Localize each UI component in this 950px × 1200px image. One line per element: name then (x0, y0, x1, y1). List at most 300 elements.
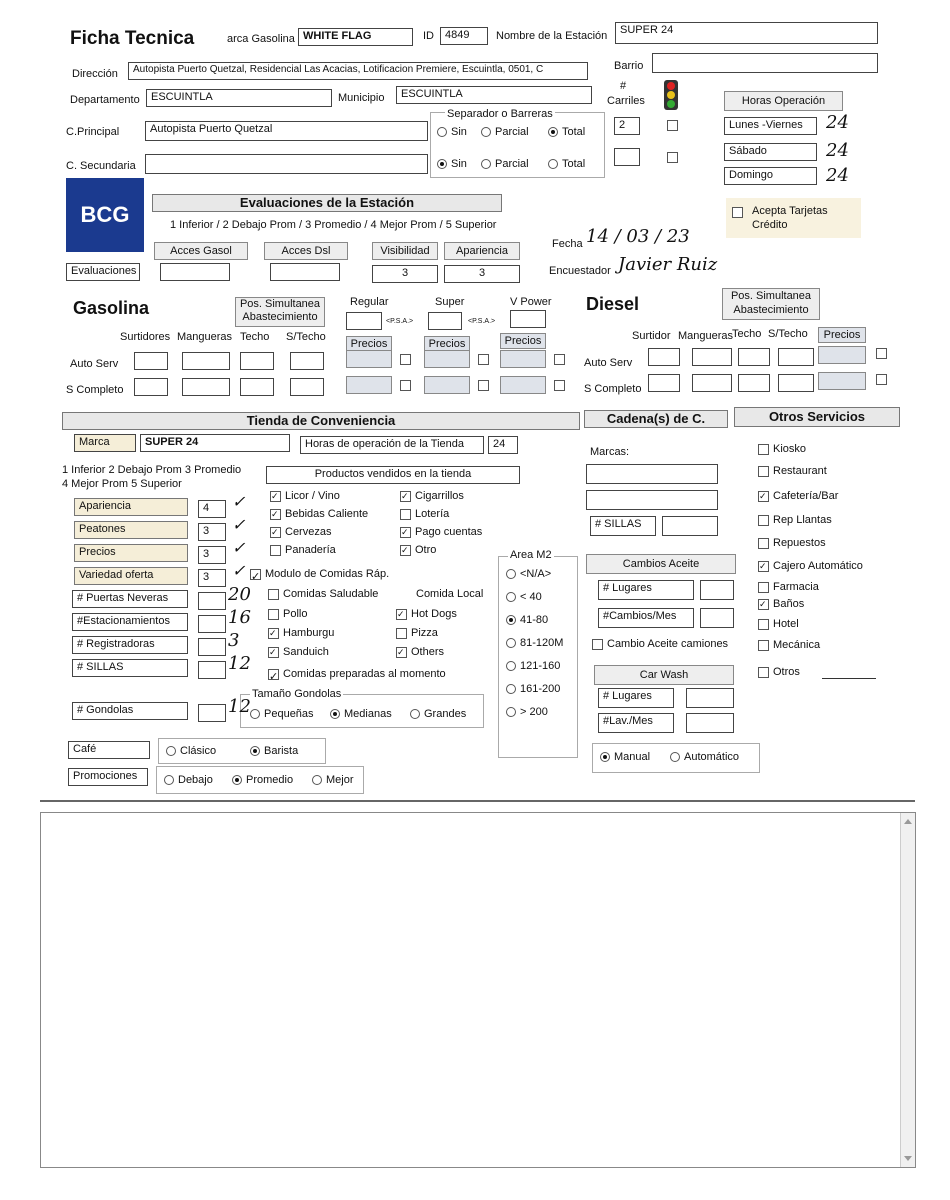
visibilidad-button[interactable]: Visibilidad (372, 242, 438, 260)
option-label: Others (411, 646, 445, 658)
gas-fuel-vpower: V Power (510, 296, 552, 308)
gas-price-check-r0-c1[interactable] (478, 352, 493, 366)
sep-row2-parcial[interactable] (481, 158, 529, 170)
count-label: # Puertas Neveras (72, 590, 188, 608)
horas-lunes-value[interactable]: 24 (826, 112, 849, 133)
option-label: Promedio (246, 774, 294, 786)
radio-icon (250, 709, 260, 719)
count-field[interactable] (198, 704, 226, 722)
otros-checkbox[interactable] (758, 490, 838, 502)
dsl-cell-r0-c0[interactable] (648, 348, 680, 366)
option-label: < 40 (520, 591, 542, 603)
gas-cell-r0-c2[interactable] (240, 352, 274, 370)
marcas-field-1[interactable] (586, 464, 718, 484)
horas-domingo-label: Domingo (724, 167, 817, 185)
radio-icon (437, 127, 447, 137)
option-label: Baños (773, 598, 805, 610)
gas-psa-regular[interactable] (346, 312, 382, 330)
otros-checkbox[interactable] (758, 581, 819, 593)
checkbox-icon (270, 545, 281, 556)
marcas-field-2[interactable] (586, 490, 718, 510)
gas-col-surtidores: Surtidores (120, 331, 171, 343)
bcg-logo: BCG (66, 178, 144, 252)
radio-icon (506, 684, 516, 694)
promo-debajo[interactable] (164, 774, 213, 786)
departamento-field[interactable]: ESCUINTLA (146, 89, 332, 107)
eval-acces-gasol-field[interactable] (160, 263, 230, 281)
gas-psa-super[interactable] (428, 312, 462, 330)
gas-fuel-regular: Regular (350, 296, 389, 308)
csecundaria-field[interactable] (145, 154, 428, 174)
gas-price-check-r1-c1[interactable] (478, 378, 493, 392)
option-label: Lotería (415, 508, 450, 520)
area-option[interactable] (506, 614, 548, 626)
count-label: # Gondolas (72, 702, 188, 720)
count-value[interactable]: 20 (228, 584, 251, 605)
gas-cell-r0-c3[interactable] (290, 352, 324, 370)
gas-precios-super[interactable]: Precios (424, 336, 470, 352)
option-label: Repuestos (773, 537, 826, 549)
municipio-label: Municipio (338, 92, 385, 104)
count-field[interactable] (198, 638, 226, 656)
encuestador-label: Encuestador (549, 265, 611, 277)
gas-price-r0-c2[interactable] (500, 350, 546, 368)
option-label: Debajo (178, 774, 213, 786)
gas-psa-vpower[interactable] (510, 310, 546, 328)
sep-row1-total[interactable] (548, 126, 585, 138)
option-label: > 200 (520, 706, 548, 718)
checkbox-icon: ✓ (758, 491, 769, 502)
dsl-price-r0[interactable] (818, 346, 866, 364)
rating-check-mark: ✓ (232, 492, 246, 511)
rating-label: Peatones (74, 521, 188, 539)
otros-checkbox[interactable] (758, 666, 800, 678)
comida-local-label: Comida Local (416, 588, 484, 600)
radio-icon (506, 592, 516, 602)
cadena-header: Cadena(s) de C. (584, 410, 728, 428)
checkbox-icon: ✓ (396, 647, 407, 658)
dsl-price-r1[interactable] (818, 372, 866, 390)
cafe-label: Café (68, 741, 150, 759)
option-label: Licor / Vino (285, 490, 340, 502)
otros-checkbox[interactable] (758, 465, 827, 477)
rating-label: Precios (74, 544, 188, 562)
gas-price-r0-c0[interactable] (346, 350, 392, 368)
cafe-clasico[interactable] (166, 745, 216, 757)
promo-mejor[interactable] (312, 774, 354, 786)
producto-checkbox[interactable] (400, 508, 449, 520)
count-field[interactable] (198, 661, 226, 679)
rating-check-mark: ✓ (232, 515, 246, 534)
tamano-pequenas[interactable] (250, 708, 314, 720)
gas-price-r1-c1[interactable] (424, 376, 470, 394)
option-label: Clásico (180, 745, 217, 757)
checkbox-icon (758, 515, 769, 526)
cprincipal-field[interactable]: Autopista Puerto Quetzal (145, 121, 428, 141)
area-option[interactable] (506, 660, 560, 672)
producto-checkbox[interactable] (270, 526, 331, 538)
option-label: Parcial (495, 158, 529, 170)
checkbox-icon (396, 628, 407, 639)
option-label: Hamburgu (283, 627, 335, 639)
checkbox-icon (758, 444, 769, 455)
scroll-down-icon[interactable] (904, 1156, 912, 1161)
wash-lav-field[interactable] (686, 713, 734, 733)
radio-icon (506, 661, 516, 671)
count-field[interactable] (198, 615, 226, 633)
area-label: Area M2 (510, 549, 552, 561)
option-label: Sanduich (283, 646, 329, 658)
rating-value[interactable]: 4 (198, 500, 226, 518)
count-value[interactable]: 12 (228, 653, 251, 674)
count-field[interactable] (198, 592, 226, 610)
otros-line (822, 678, 876, 679)
apariencia-button[interactable]: Apariencia (444, 242, 520, 260)
rating-value[interactable]: 3 (198, 523, 226, 541)
count-value[interactable]: 16 (228, 607, 251, 628)
gasolina-pos-sim: Pos. Simultanea Abastecimiento (235, 297, 325, 327)
otros-header: Otros Servicios (734, 407, 900, 427)
comida-checkbox[interactable] (396, 608, 457, 620)
checkbox-icon (758, 538, 769, 549)
gas-price-check-r1-c2[interactable] (554, 378, 569, 392)
tienda-marca-label: Marca (74, 434, 136, 452)
wash-automatico[interactable] (670, 751, 739, 763)
option-label: Manual (614, 751, 651, 763)
tamano-grandes[interactable] (410, 708, 466, 720)
checkbox-icon: ✓ (396, 609, 407, 620)
option-label: Hotel (773, 618, 799, 630)
checkbox-icon: ✓ (400, 527, 411, 538)
eval-visibilidad-field[interactable]: 3 (372, 265, 438, 283)
cambios-aceite-button[interactable]: Cambios Aceite (586, 554, 736, 574)
area-option[interactable] (506, 706, 548, 718)
count-label: # SILLAS (72, 659, 188, 677)
dsl-col-surtidor: Surtidor (632, 330, 671, 342)
checkbox-icon: ✓ (758, 599, 769, 610)
municipio-field[interactable]: ESCUINTLA (396, 86, 592, 104)
gas-psa-label-1: <P.S.A.> (386, 318, 414, 325)
dsl-cell-r0-c2[interactable] (738, 348, 770, 366)
option-label: 81-120M (520, 637, 564, 649)
gas-cell-r0-c1[interactable] (182, 352, 230, 370)
dsl-col-mangueras: Mangueras (678, 330, 734, 342)
rating-check-mark: ✓ (232, 561, 246, 580)
checkbox-icon: ✓ (400, 491, 411, 502)
dsl-cell-r1-c2[interactable] (738, 374, 770, 392)
checkbox-icon (667, 120, 678, 131)
aceite-lugares-label: # Lugares (598, 580, 694, 600)
wash-manual[interactable] (600, 751, 650, 763)
area-option[interactable] (506, 683, 560, 695)
option-label: <N/A> (520, 568, 552, 580)
otros-checkbox[interactable] (758, 537, 826, 549)
checkbox-icon: ✓ (268, 628, 279, 639)
radio-icon (548, 127, 558, 137)
checkbox-icon: ✓ (269, 670, 279, 683)
barrio-field[interactable] (652, 53, 878, 73)
carriles-field-1[interactable]: 2 (614, 117, 640, 135)
marca-label: arca Gasolina (227, 33, 295, 45)
option-label: Cajero Automático (773, 560, 863, 572)
radio-icon (250, 746, 260, 756)
option-label: Modulo de Comidas Ráp. (265, 568, 390, 580)
option-label: Cambio Aceite camiones (607, 638, 729, 650)
dsl-precios[interactable]: Precios (818, 327, 866, 343)
option-label: Medianas (344, 708, 392, 720)
radio-icon (330, 709, 340, 719)
option-label: Pequeñas (264, 708, 314, 720)
comida-checkbox[interactable] (268, 608, 307, 620)
gas-price-r1-c2[interactable] (500, 376, 546, 394)
radio-icon (410, 709, 420, 719)
scrollbar[interactable] (900, 813, 915, 1167)
checkbox-carriles-1[interactable] (667, 118, 682, 132)
horas-sabado-value[interactable]: 24 (826, 140, 849, 161)
page-title: Ficha Tecnica (70, 28, 195, 49)
aceite-cambios-field[interactable] (700, 608, 734, 628)
camiones-checkbox[interactable] (592, 638, 728, 650)
gas-fuel-super: Super (435, 296, 465, 308)
diesel-pos-sim: Pos. Simultanea Abastecimiento (722, 288, 820, 320)
checkbox-icon (758, 582, 769, 593)
checkbox-icon: ✓ (251, 570, 261, 583)
radio-icon (600, 752, 610, 762)
radio-icon (548, 159, 558, 169)
estacion-label: Nombre de la Estación (496, 30, 608, 42)
option-label: Sin (451, 158, 467, 170)
diesel-title: Diesel (586, 294, 640, 314)
horas-operacion-button[interactable]: Horas Operación (724, 91, 843, 111)
radio-icon (506, 707, 516, 717)
aceite-lugares-field[interactable] (700, 580, 734, 600)
dsl-cell-r0-c1[interactable] (692, 348, 732, 366)
checkbox-icon (758, 619, 769, 630)
rating-label: Apariencia (74, 498, 188, 516)
option-label: Automático (684, 751, 740, 763)
carriles-field-2[interactable] (614, 148, 640, 166)
checkbox-icon (268, 609, 279, 620)
sep-row2-total[interactable] (548, 158, 585, 170)
tienda-header: Tienda de Conveniencia (62, 412, 580, 430)
area-option[interactable] (506, 591, 542, 603)
radio-icon (166, 746, 176, 756)
radio-icon (481, 159, 491, 169)
option-label: Cafetería/Bar (773, 490, 839, 502)
evaluaciones-scale: 1 Inferior / 2 Debajo Prom / 3 Promedio / 4 Mejor Prom / 5 Superior (170, 219, 497, 231)
dsl-cell-r0-c3[interactable] (778, 348, 814, 366)
option-label: Mecánica (773, 639, 821, 651)
option-label: Pizza (411, 627, 438, 639)
checkbox-icon (268, 589, 279, 600)
gas-precios-vpower[interactable]: Precios (500, 333, 546, 349)
car-wash-button[interactable]: Car Wash (594, 665, 734, 685)
cprincipal-label: C.Principal (66, 126, 120, 138)
gas-cell-r1-c1[interactable] (182, 378, 230, 396)
otros-checkbox[interactable] (758, 639, 820, 651)
area-option[interactable] (506, 637, 563, 649)
checkbox-carriles-2[interactable] (667, 150, 682, 164)
eval-apariencia-field[interactable]: 3 (444, 265, 520, 283)
gas-cell-r1-c2[interactable] (240, 378, 274, 396)
tienda-horas-field[interactable]: 24 (488, 436, 518, 454)
horas-sabado-label: Sábado (724, 143, 817, 161)
horas-lunes-label: Lunes -Viernes (724, 117, 817, 135)
estacion-field[interactable]: SUPER 24 (615, 22, 878, 44)
gas-price-check-r0-c0[interactable] (400, 352, 415, 366)
sep-row1-sin[interactable] (437, 126, 467, 138)
checkbox-icon (758, 667, 769, 678)
dsl-price-check-r1[interactable] (876, 372, 891, 386)
option-label: Sin (451, 126, 467, 138)
area-group (498, 556, 578, 758)
radio-icon (232, 775, 242, 785)
wash-lav-label: #Lav./Mes (598, 713, 674, 733)
gas-price-r0-c1[interactable] (424, 350, 470, 368)
option-label: Hot Dogs (411, 608, 457, 620)
gas-cell-r0-c0[interactable] (134, 352, 168, 370)
option-label: Total (562, 126, 586, 138)
comidas-saludable-checkbox[interactable] (268, 588, 378, 600)
option-label: Barista (264, 745, 299, 757)
comida-checkbox[interactable] (268, 627, 334, 639)
carriles-hash: # (620, 80, 627, 92)
count-value[interactable]: 3 (228, 630, 240, 651)
radio-icon (164, 775, 174, 785)
dsl-cell-r1-c3[interactable] (778, 374, 814, 392)
producto-checkbox[interactable] (270, 544, 336, 556)
otros-checkbox[interactable] (758, 443, 806, 455)
tamano-medianas[interactable] (330, 708, 392, 720)
radio-icon (312, 775, 322, 785)
section-divider (40, 800, 915, 802)
rating-value[interactable]: 3 (198, 546, 226, 564)
gas-row-scompleto: S Completo (66, 384, 124, 396)
traffic-light-icon (664, 80, 678, 110)
dsl-row-autoserv: Auto Serv (584, 357, 633, 369)
modulo-comidas-checkbox[interactable] (250, 568, 390, 583)
productos-label: Productos vendidos en la tienda (266, 466, 520, 484)
otros-checkbox[interactable] (758, 598, 804, 610)
direccion-field[interactable]: Autopista Puerto Quetzal, Residencial Las Acacias, Lotificacion Premiere, Escuintla, 0501, C (128, 62, 588, 80)
notes-textarea[interactable] (40, 812, 916, 1168)
gas-price-check-r0-c2[interactable] (554, 352, 569, 366)
csecundaria-label: C. Secundaria (66, 160, 136, 172)
option-label: Total (562, 158, 586, 170)
gas-precios-regular[interactable]: Precios (346, 336, 392, 352)
producto-checkbox[interactable] (270, 490, 340, 502)
cadena-sillas-field[interactable] (662, 516, 718, 536)
scroll-up-icon[interactable] (904, 819, 912, 824)
producto-checkbox[interactable] (400, 526, 482, 538)
dsl-cell-r1-c1[interactable] (692, 374, 732, 392)
id-label: ID (423, 30, 434, 42)
option-label: Farmacia (773, 581, 819, 593)
dsl-price-check-r0[interactable] (876, 346, 891, 360)
radio-icon (437, 159, 447, 169)
option-label: Restaurant (773, 465, 827, 477)
marca-field[interactable]: WHITE FLAG (298, 28, 413, 46)
gas-cell-r1-c3[interactable] (290, 378, 324, 396)
gas-price-r1-c0[interactable] (346, 376, 392, 394)
tarjetas-checkbox[interactable] (732, 206, 747, 218)
option-label: Kiosko (773, 443, 807, 455)
tarjetas-label: Acepta Tarjetas Crédito (752, 205, 828, 231)
area-option[interactable] (506, 568, 551, 580)
horas-domingo-value[interactable]: 24 (826, 165, 849, 186)
acces-gasol-button[interactable]: Acces Gasol (154, 242, 248, 260)
barrio-label: Barrio (614, 60, 644, 72)
fecha-label: Fecha (552, 238, 583, 250)
checkbox-icon: ✓ (270, 527, 281, 538)
tienda-marca-field[interactable]: SUPER 24 (140, 434, 290, 452)
id-field[interactable]: 4849 (440, 27, 488, 45)
wash-lugares-field[interactable] (686, 688, 734, 708)
encuestador-value[interactable]: Javier Ruiz (618, 254, 718, 275)
checkbox-icon: ✓ (270, 491, 281, 502)
acces-dsl-button[interactable]: Acces Dsl (264, 242, 348, 260)
checkbox-icon (732, 207, 743, 218)
otros-checkbox[interactable] (758, 514, 832, 526)
option-label: Bebidas Caliente (285, 508, 369, 520)
checkbox-icon (758, 640, 769, 651)
promo-label: Promociones (68, 768, 148, 786)
dsl-cell-r1-c0[interactable] (648, 374, 680, 392)
option-label: 121-160 (520, 660, 561, 672)
otros-checkbox[interactable] (758, 618, 799, 630)
dsl-col-stecho: S/Techo (768, 328, 808, 340)
option-label: Pollo (283, 608, 308, 620)
sep-row2-sin[interactable] (437, 158, 467, 170)
gas-col-mangueras: Mangueras (177, 331, 233, 343)
comida-checkbox[interactable] (396, 646, 444, 658)
producto-checkbox[interactable] (400, 544, 436, 556)
radio-icon (506, 569, 516, 579)
producto-checkbox[interactable] (400, 490, 464, 502)
dsl-col-techo: Techo (732, 328, 762, 340)
option-label: Grandes (424, 708, 467, 720)
promo-promedio[interactable] (232, 774, 293, 786)
rating-value[interactable]: 3 (198, 569, 226, 587)
count-value[interactable]: 12 (228, 696, 251, 717)
tienda-scale-1: 1 Inferior 2 Debajo Prom 3 Promedio (62, 464, 242, 476)
eval-acces-dsl-field[interactable] (270, 263, 340, 281)
dsl-row-scompleto: S Completo (584, 383, 642, 395)
gas-col-stecho: S/Techo (286, 331, 326, 343)
gas-cell-r1-c0[interactable] (134, 378, 168, 396)
marcas-label: Marcas: (590, 446, 630, 458)
comida-checkbox[interactable] (268, 646, 329, 658)
cadena-sillas-label: # SILLAS (590, 516, 656, 536)
comida-checkbox[interactable] (396, 627, 438, 639)
option-label: Parcial (495, 126, 529, 138)
direccion-label: Dirección (72, 68, 118, 80)
tienda-horas-label: Horas de operación de la Tienda (300, 436, 484, 454)
sep-row1-parcial[interactable] (481, 126, 529, 138)
gas-price-check-r1-c0[interactable] (400, 378, 415, 392)
evaluaciones-row-label: Evaluaciones (66, 263, 140, 281)
checkbox-icon: ✓ (758, 561, 769, 572)
otros-checkbox[interactable] (758, 560, 863, 572)
producto-checkbox[interactable] (270, 508, 368, 520)
fecha-value[interactable]: 14 / 03 / 23 (586, 226, 690, 247)
comidas-prep-checkbox[interactable] (268, 668, 446, 683)
gas-row-autoserv: Auto Serv (70, 358, 119, 370)
departamento-label: Departamento (70, 94, 140, 106)
gas-col-techo: Techo (240, 331, 270, 343)
radio-icon (670, 752, 680, 762)
cafe-barista[interactable] (250, 745, 298, 757)
